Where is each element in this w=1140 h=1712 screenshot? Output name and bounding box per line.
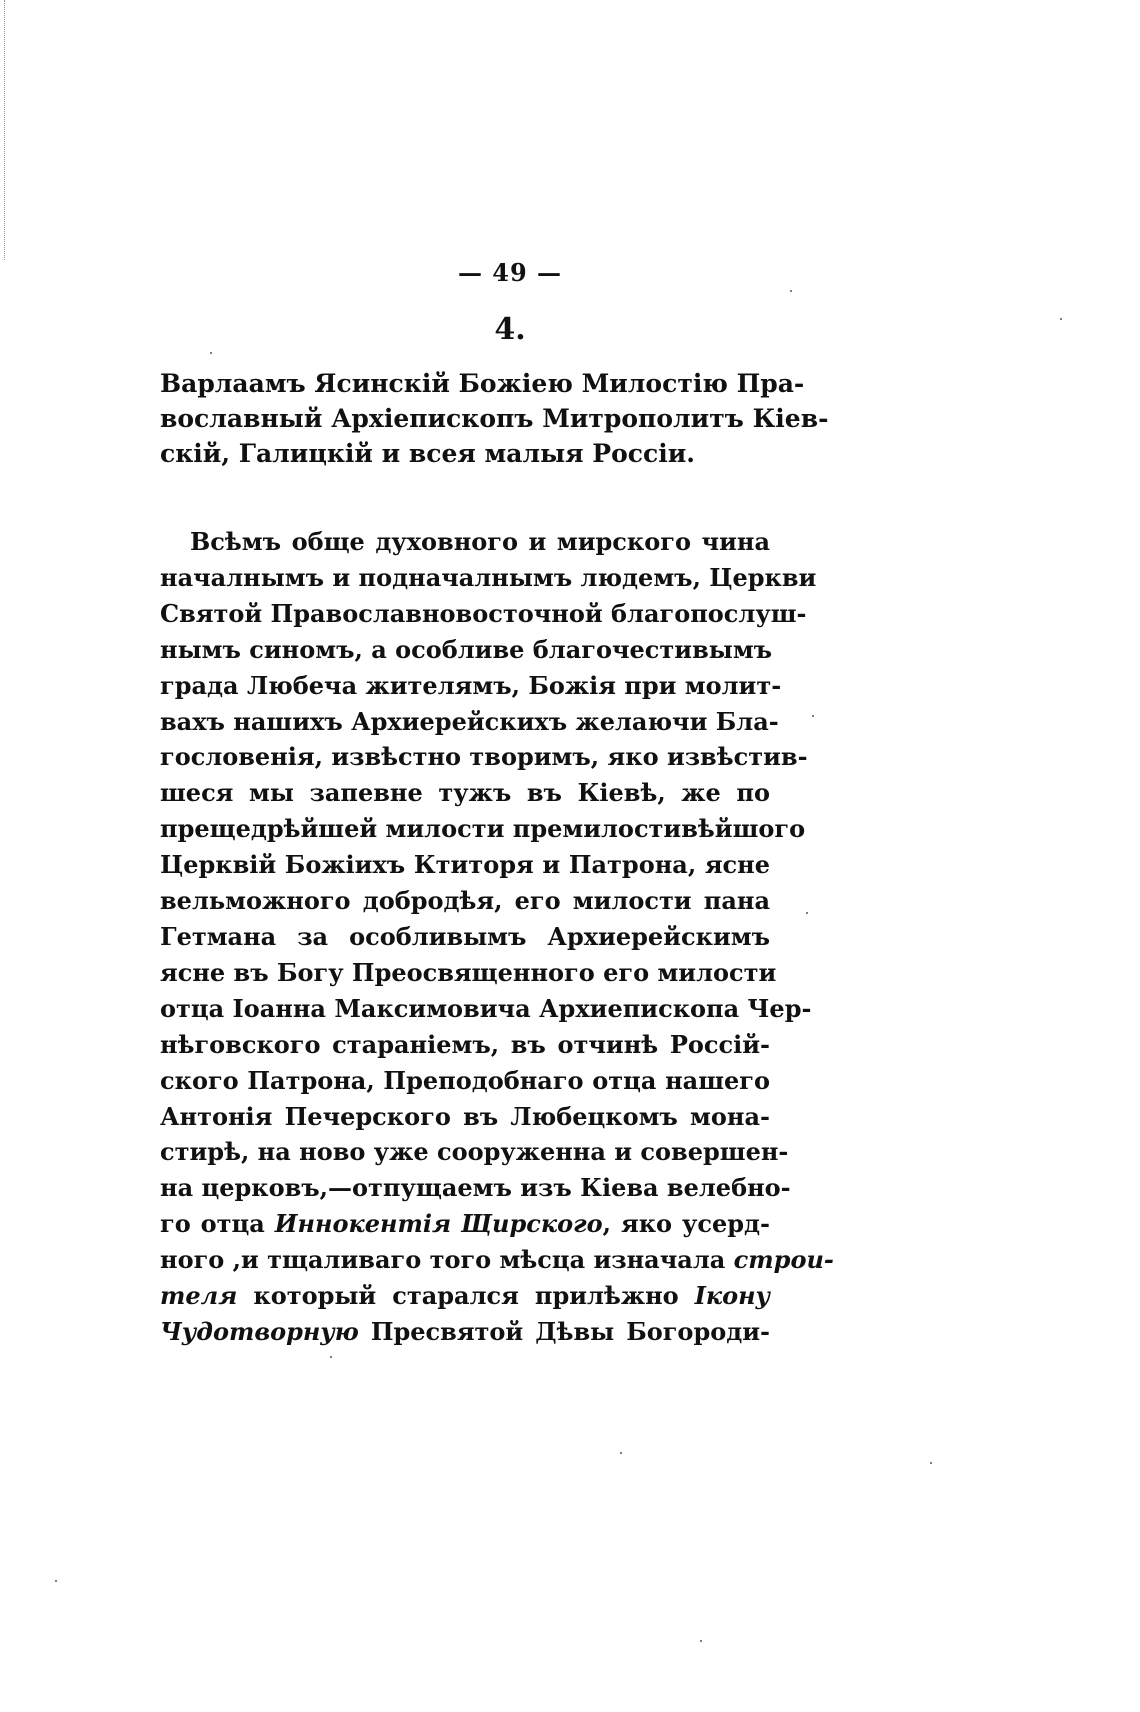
body-line (160, 1314, 770, 1350)
heading-line: скій, Галицкій и всея малыя Россіи. (160, 439, 695, 468)
body-line (160, 1027, 770, 1063)
body-line (160, 596, 807, 632)
body-text: вахъ нашихъ Архиерейскихъ желаючи Бла- (160, 706, 779, 736)
body-text: ского Патрона, Преподобнаго отца нашего (160, 1065, 770, 1095)
section-number: 4. (494, 312, 526, 347)
page-number: — 49 — (457, 258, 563, 287)
body-text: который старался прилѣжно (237, 1281, 695, 1311)
document-body (160, 524, 834, 1350)
body-line (160, 1206, 770, 1242)
body-line (160, 632, 773, 668)
body-text: отца Іоанна Максимовича Архиепископа Чер- (160, 993, 812, 1023)
scan-speck (806, 912, 808, 914)
body-line (160, 1063, 770, 1099)
body-text: Гетмана за особливымъ Архиерейскимъ (160, 921, 770, 951)
body-line (160, 1099, 770, 1135)
body-text: нымъ синомъ, а особливе благочестивымъ (160, 634, 773, 664)
emphasized-text: теля (160, 1281, 238, 1311)
scan-speck (620, 1452, 622, 1454)
body-text: Всѣмъ обще духовного и мирского чина (190, 527, 770, 556)
body-text: , яко усерд- (602, 1209, 770, 1239)
body-line (160, 811, 806, 847)
body-text: нѣговского стараніемъ, въ отчинѣ Россій- (160, 1029, 770, 1059)
emphasized-text: строи- (733, 1245, 834, 1275)
body-line (160, 991, 812, 1027)
body-text: ного ,и тщаливаго того мѣсца изначала (160, 1245, 734, 1275)
body-line (160, 847, 770, 883)
scan-speck (210, 352, 212, 354)
body-line (160, 1170, 791, 1206)
scan-speck (1060, 318, 1062, 320)
body-text: Церквій Божіихъ Ктиторя и Патрона, ясне (160, 850, 770, 880)
emphasized-text: Чудотворную (160, 1316, 359, 1346)
document-heading (160, 366, 829, 471)
body-line (160, 524, 770, 560)
scan-speck (55, 1580, 57, 1582)
body-line (160, 955, 777, 991)
scan-speck (700, 1640, 702, 1642)
body-line (160, 775, 770, 811)
body-text: на церковъ,—отпущаемъ изъ Кіева велебно- (160, 1173, 791, 1203)
heading-line: Варлаамъ Ясинскій Божіею Милостію Пра- (160, 369, 805, 398)
body-text: Антонія Печерского въ Любецкомъ мона- (160, 1101, 770, 1131)
body-line (160, 704, 779, 740)
body-text: началнымъ и подначалнымъ людемъ, Церкви (160, 562, 817, 592)
page-edge-marks (4, 0, 9, 260)
scan-speck (330, 1356, 332, 1358)
body-text: стирѣ, на ново уже сооруженна и совершен- (160, 1137, 789, 1167)
body-text: го отца (160, 1209, 275, 1239)
body-line (160, 1278, 770, 1314)
body-line (160, 560, 817, 596)
body-line (160, 919, 770, 955)
heading-line: вославный Архіепископъ Митрополитъ Кіев- (160, 404, 829, 433)
body-line (160, 739, 808, 775)
emphasized-text: Иннокентія Щирского (274, 1209, 603, 1239)
body-line (160, 1242, 834, 1278)
scan-speck (790, 290, 792, 292)
scan-speck (930, 1462, 932, 1464)
body-text: гословенія, извѣстно творимъ, яко извѣстив- (160, 742, 808, 772)
body-line (160, 668, 782, 704)
body-text: вельможного добродѣя, его милости пана (160, 886, 770, 916)
body-text: прещедрѣйшей милости премилостивѣйшого (160, 814, 806, 844)
body-text: ясне въ Богу Преосвященного его милости (160, 957, 777, 987)
body-text: Святой Православновосточной благопослуш- (160, 598, 807, 628)
body-line (160, 1134, 789, 1170)
emphasized-text: Ікону (694, 1281, 770, 1311)
body-text: града Любеча жителямъ, Божія при молит- (160, 670, 782, 700)
body-text: Пресвятой Дѣвы Богороди- (358, 1316, 770, 1346)
scan-speck (812, 715, 814, 717)
body-text: шеся мы запевне тужъ въ Кіевѣ, же по (160, 778, 770, 808)
body-line (160, 883, 770, 919)
